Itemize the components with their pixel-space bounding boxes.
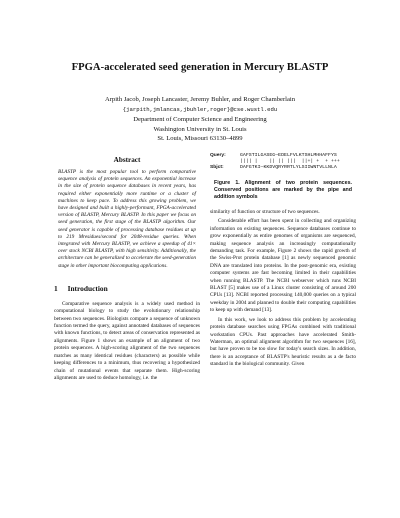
section-heading (54, 284, 200, 293)
affiliation (0, 115, 400, 144)
figure-caption: Figure 1. Alignment of two protein sequences. Conserved positions are marked by the pipe and addition symbols (214, 180, 352, 200)
continuation-text: similarity of function or structure of two sequences. (210, 209, 320, 215)
sbjct-row (210, 165, 356, 171)
query-label: Query: (210, 153, 226, 158)
sbjct-sequence: DAFGTKI—KKDVQRYRRTLYLSIIWNTVLLNLA (240, 165, 337, 170)
query-sequence: GAFSTILGASEG—EDELFVLKTSHLMHHAFFYS (240, 153, 337, 158)
figure-1 (210, 153, 356, 201)
paper-title: FPGA-accelerated seed generation in Mercury BLASTP (71, 62, 329, 73)
abstract-text: BLASTP is the most popular tool to perform comparative sequence analysis of protein sequences. An exponential increase in the size of protein sequence databases in recent years, has required either exponentially more runtime or a cluster of machines to keep pace. To address this growing problem, we have designed and built a highly-performant, FPGA-accelerated version of BLASTP, Mercury BLASTP. In this paper we focus on seed generation, the first stage of the BLASTP algorithm. Our seed generator is capable of processing database residues at up to 219 Mresidues/second for 2048-residue queries. When integrated with Mercury BLASTP, we achieve a speedup of 41× over stock NCBI BLASTP, with high sensitivity. Additionally, the architecture can be generalized to accelerate the seed-generation stage in other important biocomputing applications. (58, 169, 196, 269)
author-list: Arpith Jacob, Joseph Lancaster, Jeremy Buhler, and Roger Chamberlain (104, 96, 296, 103)
sbjct-label: Sbjct: (210, 165, 224, 170)
abstract-heading: Abstract (113, 156, 141, 164)
author-emails: {jarpith,jmlancas,jbuhler,roger}@cse.wustl.edu (122, 106, 278, 113)
section-title: Introduction (67, 283, 108, 293)
body-paragraph: Considerable effort has been spent in collecting and organizing information on existing sequences. Sequence databases continue to grow exponentially as entire genomes of organisms are sequenced, making sequence analysis an increasingly computationally demanding task. For example, Figure 2 shows the rapid growth of the Swiss-Prot protein database [1] as newly sequenced genomic DNA are translated into proteins. In the post-genomic era, existing computer systems are fast becoming limited in their capabilities when running BLASTP. The NCBI webserver which runs NCBI BLAST [5] makes use of a Linux cluster consisting of around 200 CPUs [13]. NCBI reported processing 140,000 queries on a typical weekday in 2004 and planned to double their computing capabilities to keep up with demand [13]. (210, 218, 356, 314)
left-column (54, 153, 200, 382)
match-line: |||| | || || ||| ||+| + + +++ (240, 159, 340, 164)
right-body (210, 209, 356, 369)
section-number: 1 (54, 283, 58, 293)
body-paragraph: In this work, we look to address this problem by accelerating protein database searches using FPGAs combined with traditional workstation CPUs. Past approaches have accelerated Smith-Waterman, an optimal alignment algorithm for two sequences [16], but have proven to be too slow for today's search sizes. In addition, there is an acceptance of BLASTP's heuristic results as a de facto standard in the biological community. Given (210, 316, 356, 368)
affiliation-line: St. Louis, Missouri 63130–4899 (157, 135, 243, 142)
affiliation-line: Department of Computer Science and Engineering (133, 116, 267, 123)
right-column (210, 153, 356, 369)
intro-paragraph: Comparative sequence analysis is a widely used method in computational biology to study the evolutionary relationship between two sequences. Biologists compare a sequence of unknown function termed the query, against annotated databases of sequences with known functions, to detect areas of conservation represented as alignments. Figure 1 shows an example of an alignment of two protein sequences. A high-scoring alignment of the two sequences matches as many identical residues (characters) as possible while keeping differences to a minimum, thus recovering a hypothesized chain of mutational events that separate them. High-scoring alignments are used to deduce homology, i.e. the (54, 300, 200, 381)
affiliation-line: Washington University in St. Louis (153, 125, 247, 133)
